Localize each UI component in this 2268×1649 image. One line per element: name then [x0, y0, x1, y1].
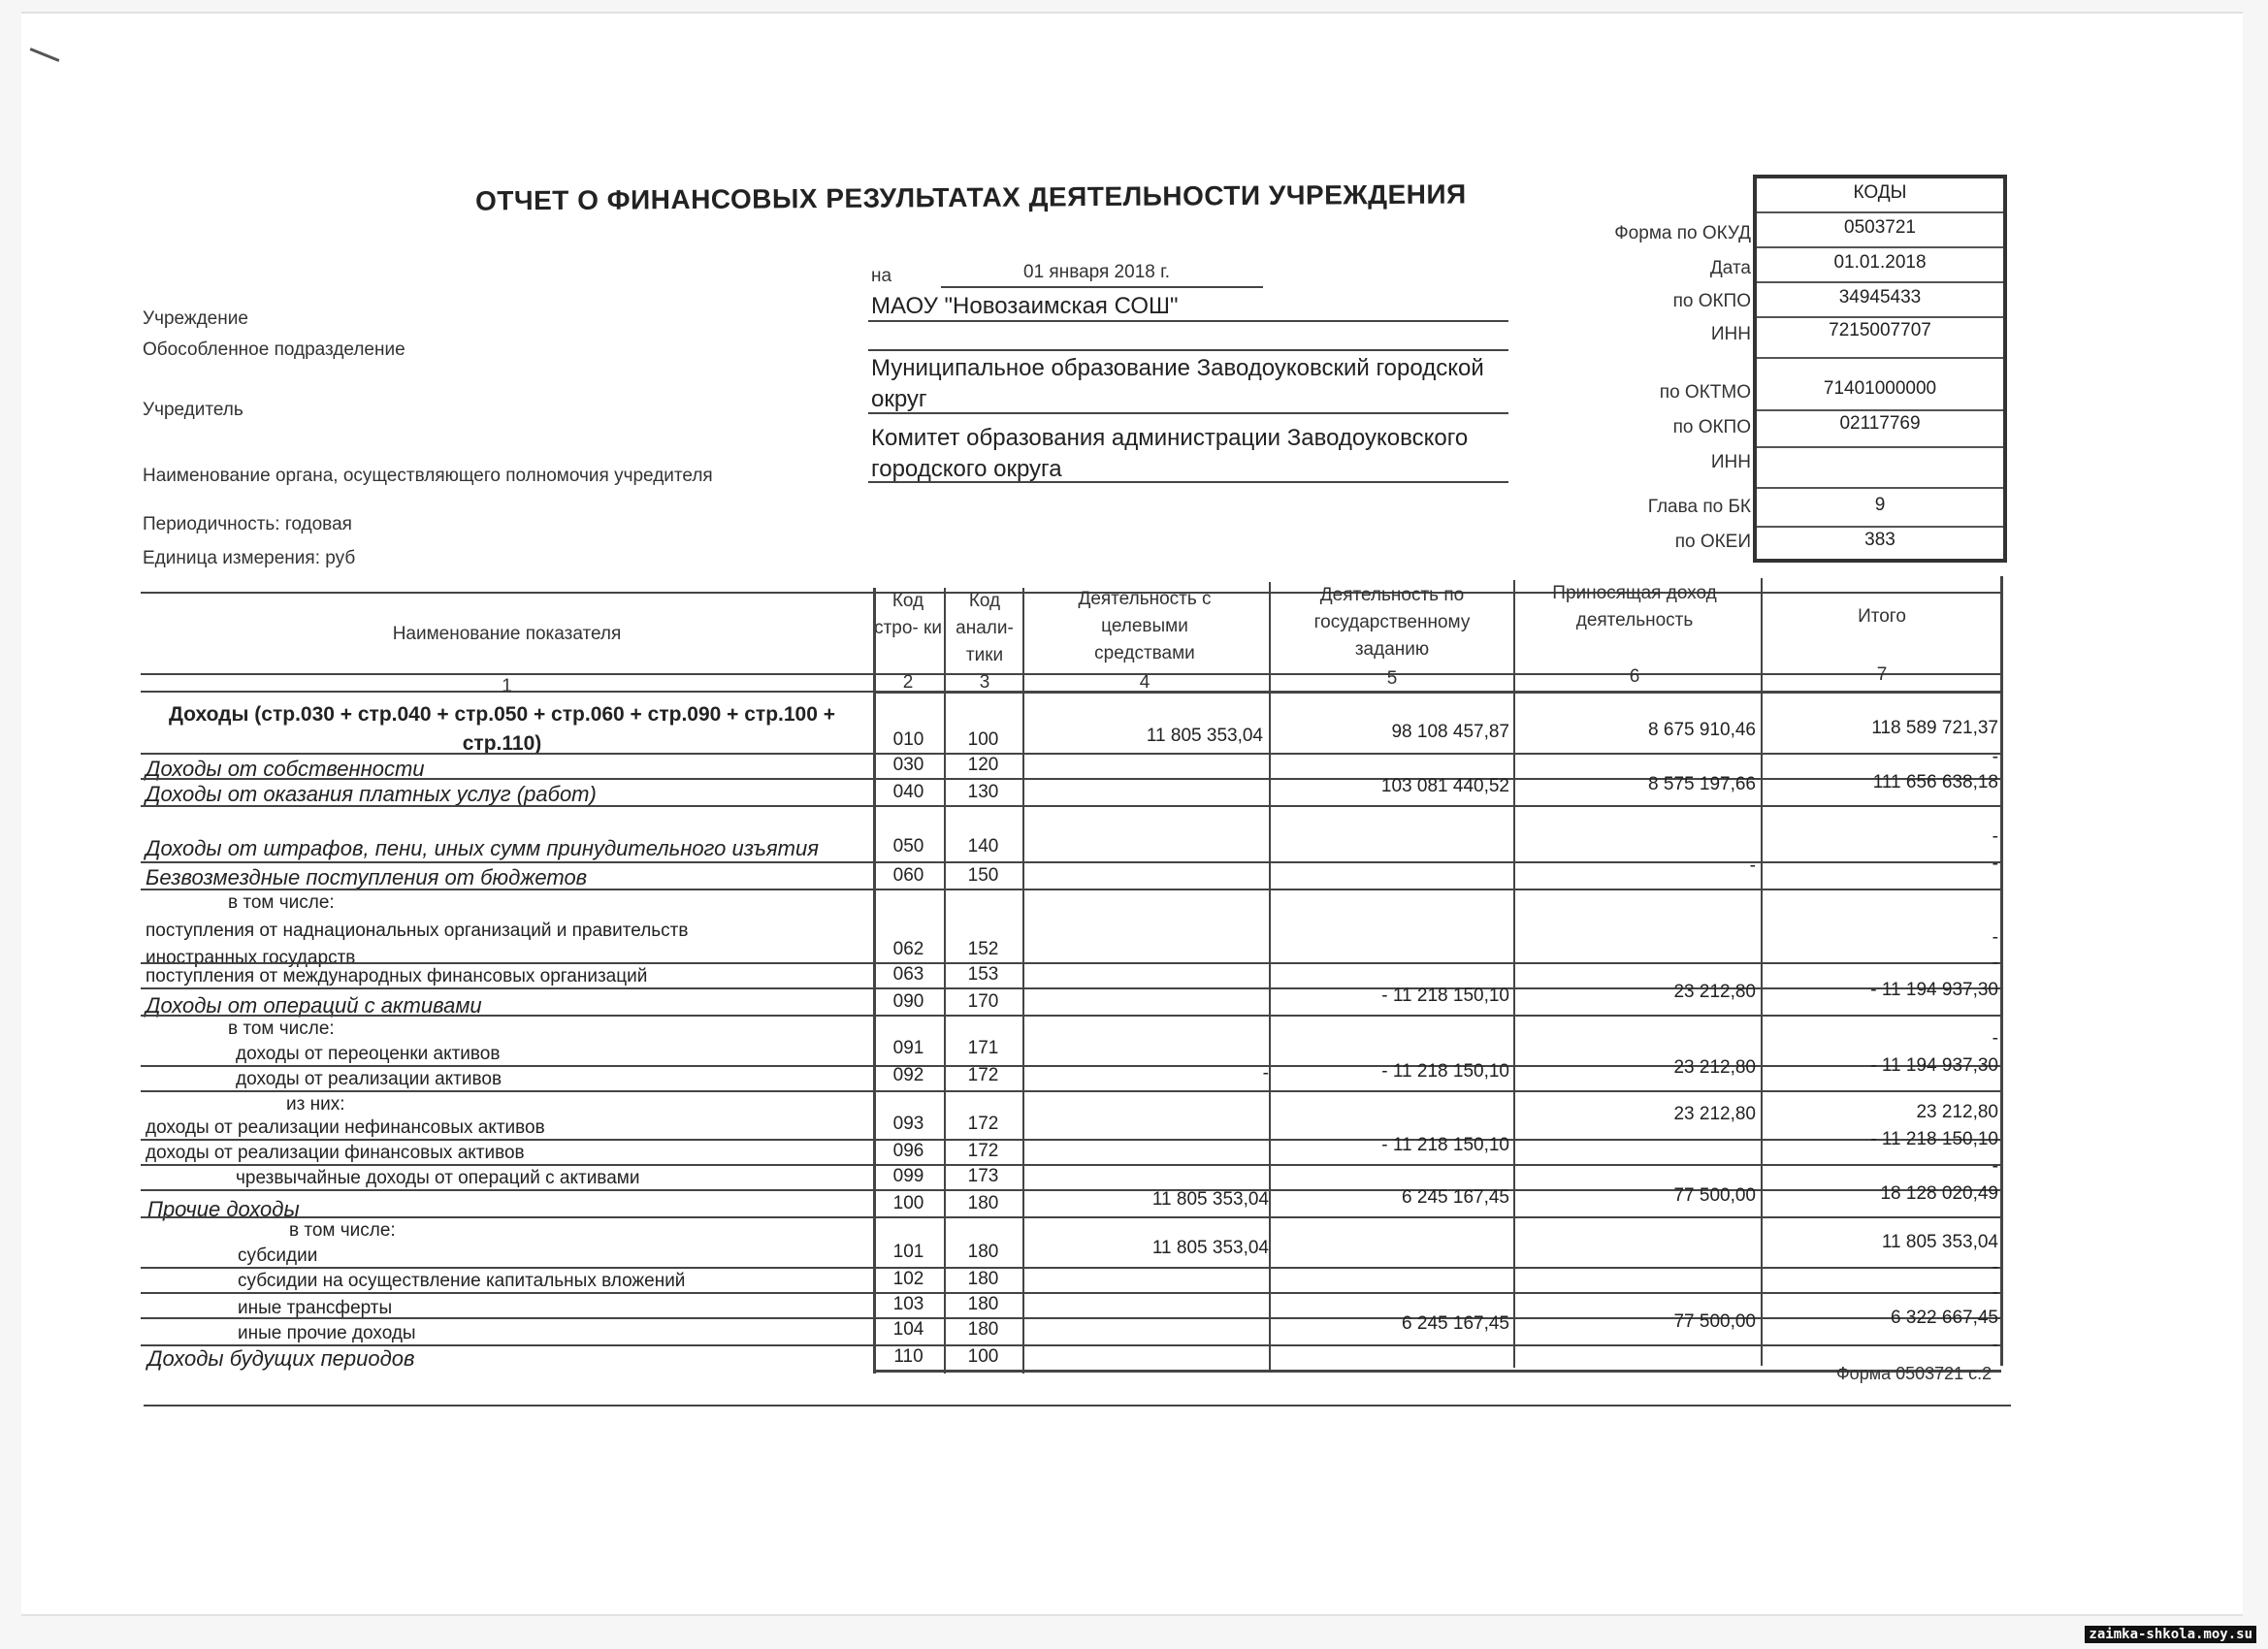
row-090-c7: - 11 194 937,30 [1870, 980, 1998, 1000]
row-103-c7: - [1992, 1282, 1998, 1303]
inn-label-2: ИНН [1710, 452, 1751, 472]
row-060-name: Безвозмездные поступления от бюджетов [146, 865, 588, 889]
row-060-code: 150 [967, 865, 999, 886]
row-092-c7: - 11 194 937,30 [1870, 1055, 1998, 1076]
row-093-c6: 23 212,80 [1673, 1104, 1756, 1124]
header-col5: Деятельность по государственному заданию [1313, 585, 1471, 660]
row-101-c7: 11 805 353,04 [1881, 1232, 1998, 1252]
row-090-line: 090 [892, 991, 924, 1012]
row-093-c7: 23 212,80 [1916, 1102, 1998, 1122]
row-100-name: Прочие доходы [147, 1197, 300, 1221]
row-100-line: 100 [892, 1193, 924, 1213]
row-103-code: 180 [967, 1294, 999, 1314]
row-100-c6: 77 500,00 [1673, 1185, 1756, 1206]
colnum-3: 3 [979, 672, 990, 693]
row-030-line: 030 [892, 755, 924, 775]
row-010-c6: 8 675 910,46 [1648, 720, 1756, 740]
col-line-end [2000, 576, 2003, 1366]
row-sep [141, 1292, 2001, 1294]
authority-underline [868, 481, 1508, 483]
okei-label: по ОКЕИ [1674, 532, 1751, 552]
code-inn-2 [1757, 450, 2003, 489]
institution-underline [868, 320, 1508, 322]
row-091-line: 091 [892, 1038, 924, 1058]
row-102-name: субсидии на осуществление капитальных вложений [238, 1271, 686, 1291]
header-col6: Приносящая доход деятельность [1552, 583, 1717, 630]
subdivision-underline [868, 349, 1508, 351]
row-103-line: 103 [892, 1294, 924, 1314]
row-093-line: 093 [892, 1114, 924, 1134]
row-091-name: доходы от переоценки активов [236, 1044, 501, 1064]
row-101-c4: 11 805 353,04 [1151, 1238, 1269, 1258]
row-100-c5: 6 245 167,45 [1402, 1187, 1509, 1208]
row-062-line: 062 [892, 939, 924, 959]
row-101-name: субсидии [238, 1245, 318, 1266]
row-090-c6: 23 212,80 [1673, 982, 1756, 1002]
founder-underline [868, 412, 1508, 414]
row-096-line: 096 [892, 1141, 924, 1161]
row-050-name: Доходы от штрафов, пени, иных сумм принудительного изъятия [146, 836, 819, 860]
row-092-name: доходы от реализации активов [236, 1069, 502, 1089]
code-okpo: 34945433 [1757, 287, 2003, 318]
row-040-c5: 103 081 440,52 [1380, 776, 1509, 796]
row-010-name: Доходы (стр.030 + стр.040 + стр.050 + стр.060 + стр.090 + стр.100 + стр.110) [168, 703, 836, 755]
row-062-pre: в том числе: [228, 892, 335, 913]
row-100-c7: 18 128 020,49 [1880, 1183, 1998, 1204]
row-101-pre: в том числе: [289, 1220, 396, 1241]
row-050-line: 050 [892, 836, 924, 857]
row-110-code: 100 [967, 1346, 999, 1367]
row-010-c5: 98 108 457,87 [1391, 722, 1509, 742]
row-093-code: 172 [967, 1114, 999, 1134]
row-062-code: 152 [967, 939, 999, 959]
date-label: Дата [1709, 258, 1751, 278]
row-040-line: 040 [892, 782, 924, 802]
body-top [873, 691, 2001, 694]
row-062-c7: - [1992, 927, 1998, 948]
row-091-code: 171 [967, 1038, 999, 1058]
authority-label: Наименование органа, осуществляющего полномочия учредителя [143, 466, 713, 486]
codes-header: КОДЫ [1757, 182, 2003, 213]
codes-box [1753, 175, 2007, 563]
row-062-name: поступления от наднациональных организаций и правительств иностранных государств [146, 921, 689, 968]
row-063-c7: - [1992, 953, 1998, 973]
row-sep [141, 1139, 2001, 1141]
row-110-c7: - [1992, 1335, 1998, 1355]
row-010-c7: 118 589 721,37 [1871, 718, 1998, 738]
row-063-line: 063 [892, 964, 924, 985]
header-name: Наименование показателя [392, 624, 622, 644]
row-092-line: 092 [892, 1065, 924, 1085]
row-sep [141, 889, 2001, 890]
row-040-c7: 111 656 638,18 [1872, 772, 1998, 792]
row-096-c5: - 11 218 150,10 [1381, 1135, 1509, 1155]
row-060-c7: - [1992, 854, 1998, 874]
row-091-pre: в том числе: [228, 1018, 335, 1039]
row-060-c6: - [1749, 856, 1756, 876]
row-104-c6: 77 500,00 [1673, 1311, 1756, 1332]
row-010-code: 100 [967, 729, 999, 750]
row-060-line: 060 [892, 865, 924, 886]
code-okud: 0503721 [1757, 217, 2003, 248]
code-inn: 7215007707 [1757, 320, 2003, 359]
authority-value: Комитет образования администрации Заводоуковского городского округа [871, 425, 1469, 482]
row-sep [141, 1344, 2001, 1346]
founder-label: Учредитель [143, 400, 243, 420]
row-010-c4: 11 805 353,04 [1146, 726, 1263, 746]
header-col4: Деятельность с целевыми средствами [1078, 589, 1212, 663]
date-prefix: на [871, 266, 892, 286]
footer-line [144, 1405, 2011, 1406]
row-090-code: 170 [967, 991, 999, 1012]
okpo-label-2: по ОКПО [1672, 417, 1751, 437]
row-092-c6: 23 212,80 [1673, 1057, 1756, 1078]
row-092-c5: - 11 218 150,10 [1381, 1061, 1509, 1082]
row-099-name: чрезвычайные доходы от операций с активами [236, 1168, 640, 1188]
unit-label: Единица измерения: руб [143, 548, 356, 568]
header-analytics-code: Код анали- тики [956, 591, 1014, 665]
row-sep [141, 1164, 2001, 1166]
row-sep [141, 1267, 2001, 1269]
row-102-c7: - [1992, 1257, 1998, 1277]
row-104-name: иные прочие доходы [238, 1323, 416, 1343]
header-line-code: Код стро- ки [874, 591, 942, 638]
row-093-pre: из них: [286, 1094, 345, 1115]
row-104-code: 180 [967, 1319, 999, 1340]
header-col7: Итого [1858, 606, 1906, 627]
okud-label: Форма по ОКУД [1614, 223, 1751, 243]
row-101-line: 101 [892, 1242, 924, 1262]
row-sep [141, 753, 2001, 755]
colnum-2: 2 [902, 672, 914, 693]
page-title: ОТЧЕТ О ФИНАНСОВЫХ РЕЗУЛЬТАТАХ ДЕЯТЕЛЬНОСТИ УЧРЕЖДЕНИЯ [474, 178, 1467, 216]
institution-value: МАОУ "Новозаимская СОШ" [871, 293, 1179, 319]
row-040-name: Доходы от оказания платных услуг (работ) [146, 782, 597, 806]
colnum-7: 7 [1876, 664, 1888, 685]
row-090-c5: - 11 218 150,10 [1381, 986, 1509, 1006]
row-sep [141, 1090, 2001, 1092]
code-date: 01.01.2018 [1757, 252, 2003, 283]
periodicity-label: Периодичность: годовая [143, 514, 352, 534]
row-110-line: 110 [893, 1346, 923, 1367]
colnum-4: 4 [1139, 672, 1150, 693]
row-040-c6: 8 575 197,66 [1648, 774, 1756, 794]
row-030-name: Доходы от собственности [146, 757, 425, 781]
body-bottom [873, 1370, 2001, 1373]
subdivision-label: Обособленное подразделение [143, 340, 405, 360]
row-104-c5: 6 245 167,45 [1402, 1313, 1509, 1334]
row-103-name: иные трансферты [238, 1298, 393, 1318]
row-102-code: 180 [967, 1269, 999, 1289]
code-oktmo: 71401000000 [1757, 378, 2003, 411]
code-okei: 383 [1864, 530, 1895, 550]
row-099-line: 099 [892, 1166, 924, 1186]
row-099-code: 173 [967, 1166, 999, 1186]
code-okpo-2: 02117769 [1757, 413, 2003, 448]
colnum-5: 5 [1386, 668, 1398, 689]
watermark: zaimka-shkola.moy.su [2085, 1626, 2256, 1643]
row-104-line: 104 [892, 1319, 924, 1340]
form-footer: Форма 0503721 с.2 [1836, 1364, 1993, 1383]
row-050-code: 140 [967, 836, 999, 857]
row-sep [141, 805, 2001, 807]
row-sep [141, 962, 2001, 964]
row-092-c4: - [1262, 1063, 1269, 1083]
row-110-name: Доходы будущих периодов [147, 1346, 415, 1371]
inn-label: ИНН [1710, 324, 1751, 344]
row-093-name: доходы от реализации нефинансовых активов [146, 1117, 545, 1138]
row-sep [141, 1015, 2001, 1017]
row-092-code: 172 [967, 1065, 999, 1085]
row-096-c7: - 11 218 150,10 [1870, 1129, 1998, 1149]
row-096-name: доходы от реализации финансовых активов [146, 1143, 525, 1163]
row-100-code: 180 [967, 1193, 999, 1213]
glava-label: Глава по БК [1647, 497, 1751, 517]
row-100-c4: 11 805 353,04 [1151, 1189, 1269, 1210]
row-091-c7: - [1992, 1028, 1998, 1049]
row-101-code: 180 [967, 1242, 999, 1262]
row-102-line: 102 [892, 1269, 924, 1289]
row-063-name: поступления от международных финансовых организаций [146, 966, 648, 986]
row-099-c7: - [1992, 1156, 1998, 1177]
colnum-1: 1 [502, 676, 512, 696]
row-030-c7: - [1992, 747, 1998, 767]
okpo-label: по ОКПО [1672, 291, 1751, 311]
report-date: 01 января 2018 г. [1023, 262, 1170, 282]
colnum-6: 6 [1629, 666, 1640, 687]
date-underline [941, 286, 1263, 288]
row-050-c7: - [1992, 826, 1998, 847]
row-040-code: 130 [967, 782, 999, 802]
row-063-code: 153 [967, 964, 999, 985]
institution-label: Учреждение [143, 308, 248, 329]
row-010-line: 010 [892, 729, 924, 750]
row-090-name: Доходы от операций с активами [146, 993, 482, 1018]
row-030-code: 120 [967, 755, 999, 775]
founder-value: Муниципальное образование Заводоуковский городской округ [871, 355, 1484, 412]
row-096-code: 172 [967, 1141, 999, 1161]
code-glava: 9 [1757, 495, 2003, 528]
oktmo-label: по ОКТМО [1659, 382, 1751, 403]
col-line-6 [1513, 580, 1515, 1368]
col-line-5 [1269, 582, 1271, 1370]
row-sep [141, 1216, 2001, 1218]
row-104-c7: 6 322 667,45 [1891, 1308, 1998, 1328]
